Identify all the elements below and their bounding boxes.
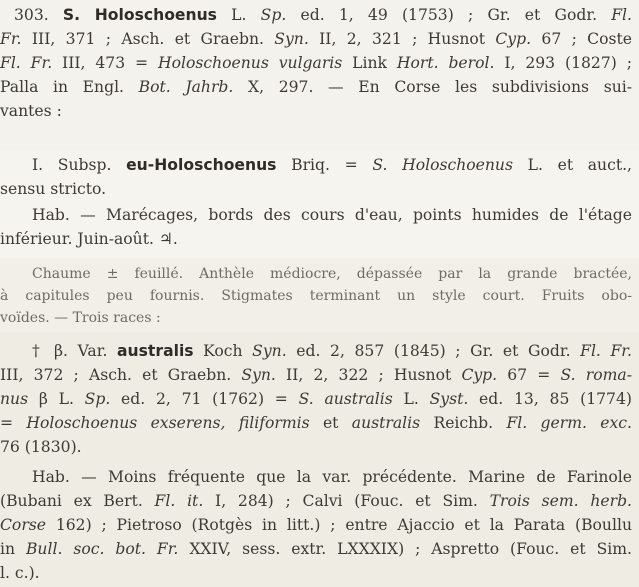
text-run: ed. 2, 857 (1845) ; Gr. et Godr. — [286, 342, 581, 360]
italic-run: Corse — [0, 516, 47, 534]
subsp-line-1 — [0, 154, 639, 176]
entry-303-line-1 — [0, 4, 639, 26]
italic-run: Holoschoenus vulgaris — [157, 54, 343, 72]
text-run: 67 = — [497, 366, 561, 384]
description-line-1 — [0, 263, 639, 285]
text-run: L. et auct., — [512, 156, 632, 174]
italic-run: Hort. berol. — [396, 54, 495, 72]
text-run: II, 2, 322 ; Husnot — [275, 366, 462, 384]
variety-line-2 — [0, 364, 639, 386]
entry-303-line-4 — [0, 76, 639, 98]
italic-run: Cyp. — [461, 366, 498, 384]
text-run: β L. — [28, 390, 85, 408]
variety-line-5 — [0, 436, 639, 458]
italic-run: Fl. — [611, 6, 632, 24]
text-run: ed. 1, 49 (1753) ; Gr. et Godr. — [286, 6, 612, 24]
italic-run: S. australis — [298, 390, 393, 408]
taxon-name: S. Holoschoenus — [62, 6, 217, 24]
italic-run: Sp. — [84, 390, 111, 408]
italic-run: Fl. Fr. — [580, 342, 633, 360]
italic-run: nus — [0, 390, 29, 408]
text-run: vantes : — [0, 102, 62, 120]
subsp-line-4 — [0, 228, 639, 250]
text-run: voïdes. — Trois races : — [0, 310, 161, 326]
italic-run: Syst. — [429, 390, 469, 408]
taxon-name: eu-Holoschoenus — [126, 156, 277, 174]
entry-303-line-3 — [0, 52, 639, 74]
taxon-name: australis — [117, 342, 194, 360]
text-run: Hab. — Moins fréquente que la var. précédente. Marine de Farinole — [32, 468, 632, 486]
text-run: I. Subsp. — [32, 156, 127, 174]
text-run: l. c.). — [0, 564, 40, 582]
text-run: L. — [392, 390, 430, 408]
text-run: I, 284) ; Calvi (Fouc. et Sim. — [203, 492, 490, 510]
italic-run: Trois sem. herb. — [489, 492, 633, 510]
entry-303-line-5 — [0, 100, 639, 122]
text-run: in — [0, 540, 26, 558]
entry-number: 303. — [14, 6, 63, 24]
text-run: et — [309, 414, 352, 432]
text-run: à capitules peu fournis. Stigmates terminant un style court. Fruits obo- — [0, 288, 632, 304]
habitat-line-2 — [0, 490, 639, 512]
text-run: Chaume ± feuillé. Anthèle médiocre, dépassée par la grande bractée, — [32, 266, 632, 282]
text-run: 76 (1830). — [0, 438, 82, 456]
text-run: I, 293 (1827) ; — [494, 54, 632, 72]
text-run: L. — [216, 6, 261, 24]
habitat-line-4 — [0, 538, 639, 560]
italic-run: Syn. — [241, 366, 276, 384]
subsp-line-2 — [0, 178, 639, 200]
italic-run: Syn. — [274, 30, 309, 48]
text-run: Hab. — Marécages, bords des cours d'eau, points humides de l'étage — [32, 206, 632, 224]
text-run: Reichb. — [420, 414, 507, 432]
text-run: III, 473 = — [52, 54, 158, 72]
italic-run: Syn. — [252, 342, 287, 360]
italic-run: S. Holoschoenus — [372, 156, 513, 174]
text-run: sensu stricto. — [0, 180, 107, 198]
text-run: † β. Var. — [32, 342, 118, 360]
text-run: Briq. = — [276, 156, 373, 174]
italic-run: Fr. — [0, 30, 22, 48]
italic-run: australis — [351, 414, 421, 432]
habitat-line-3 — [0, 514, 639, 536]
italic-run: Sp. — [260, 6, 287, 24]
text-run: ed. 13, 85 (1774) — [468, 390, 632, 408]
description-line-2 — [0, 285, 639, 307]
habitat-line-5 — [0, 562, 639, 584]
text-run: Palla in Engl. — [0, 78, 139, 96]
text-run: = — [0, 414, 27, 432]
italic-run: Fl. Fr. — [0, 54, 53, 72]
italic-run: Bull. soc. bot. Fr. — [25, 540, 179, 558]
text-run: III, 371 ; Asch. et Graebn. — [21, 30, 275, 48]
italic-run: Fl. germ. exc. — [506, 414, 632, 432]
text-run: X, 297. — En Corse les subdivisions sui- — [233, 78, 632, 96]
italic-run: Cyp. — [495, 30, 532, 48]
text-run: 67 ; Coste — [531, 30, 633, 48]
text-run: Koch — [193, 342, 253, 360]
subsp-line-3 — [0, 204, 639, 226]
entry-303-line-2 — [0, 28, 639, 50]
text-run: III, 372 ; Asch. et Graebn. — [0, 366, 242, 384]
variety-line-3 — [0, 388, 639, 410]
text-run: (Bubani ex Bert. — [0, 492, 155, 510]
variety-line-1 — [0, 340, 639, 362]
habitat-line-1 — [0, 466, 639, 488]
text-run: ed. 2, 71 (1762) = — [110, 390, 299, 408]
italic-run: Holoschoenus exserens, filiformis — [26, 414, 310, 432]
text-run: Link — [342, 54, 397, 72]
italic-run: S. roma- — [560, 366, 632, 384]
text-run: 162) ; Pietroso (Rotgès in litt.) ; entre Ajaccio et la Parata (Boullu — [46, 516, 632, 534]
text-run: II, 2, 321 ; Husnot — [308, 30, 496, 48]
text-run: inférieur. Juin-août. ♃. — [0, 230, 178, 248]
italic-run: Bot. Jahrb. — [138, 78, 234, 96]
description-line-3 — [0, 307, 639, 329]
text-run: XXIV, sess. extr. LXXXIX) ; Aspretto (Fouc. et Sim. — [178, 540, 632, 558]
variety-line-4 — [0, 412, 639, 434]
italic-run: Fl. it. — [154, 492, 204, 510]
